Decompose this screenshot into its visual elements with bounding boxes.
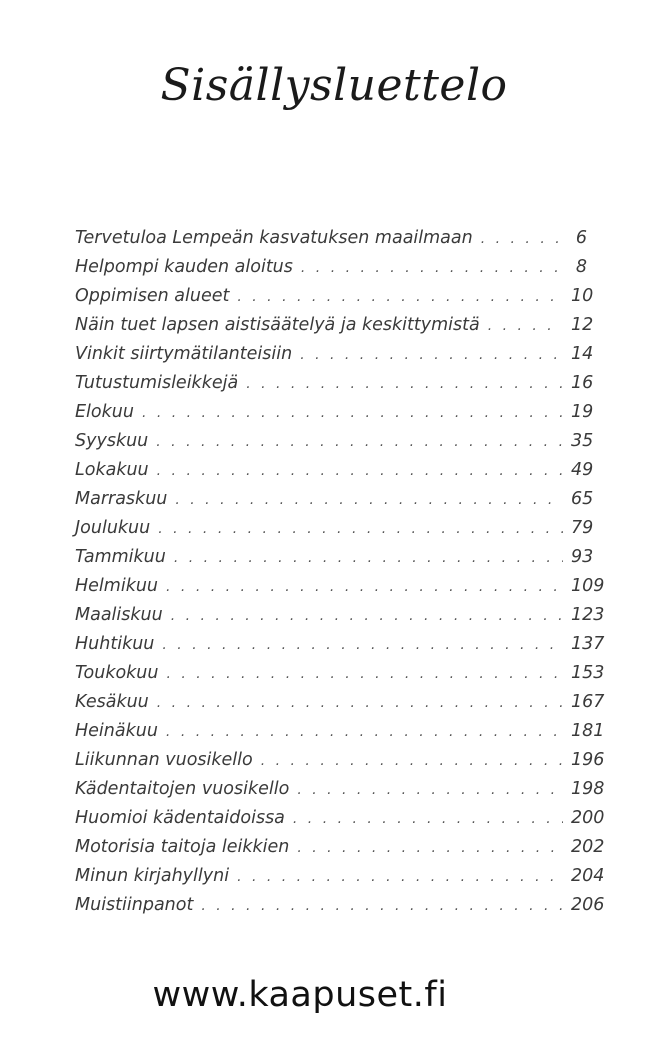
toc-entry [75, 543, 594, 572]
toc-entry [75, 775, 605, 804]
toc-entry [75, 630, 605, 659]
toc-leader-dots [237, 283, 563, 312]
toc-entry-label: Lokakuu [75, 460, 149, 480]
toc-entry [75, 369, 594, 398]
toc-entry-label: Tammikuu [75, 547, 166, 567]
toc-leader-dots [166, 718, 563, 747]
toc-entry-label: Minun kirjahyllyni [75, 866, 230, 886]
toc-entry-label: Oppimisen alueet [75, 286, 230, 306]
toc-entry-label: Joulukuu [75, 518, 151, 538]
toc-entry-page-number: 200 [571, 808, 605, 828]
toc-leader-dots [297, 834, 563, 863]
toc-entry-page-number: 12 [571, 315, 594, 335]
toc-leader-dots [142, 399, 563, 428]
toc-entry-label: Heinäkuu [75, 721, 158, 741]
toc-entry-page-number: 167 [571, 692, 605, 712]
toc-entry [75, 862, 605, 891]
toc-entry [75, 282, 594, 311]
toc-entry [75, 427, 594, 456]
toc-leader-dots [156, 428, 563, 457]
toc-leader-dots [166, 573, 563, 602]
toc-entry-page-number: 198 [571, 779, 605, 799]
toc-entry-page-number: 35 [571, 431, 594, 451]
toc-entry [75, 340, 594, 369]
toc-entry-label: Maaliskuu [75, 605, 163, 625]
toc-leader-dots [157, 689, 563, 718]
toc-entry-page-number: 8 [575, 257, 587, 277]
toc-entry-page-number: 16 [571, 373, 594, 393]
toc-leader-dots [162, 631, 563, 660]
toc-leader-dots [171, 602, 563, 631]
toc-entry-label: Elokuu [75, 402, 134, 422]
toc-leader-dots [481, 225, 563, 254]
toc-entry [75, 717, 605, 746]
toc-leader-dots [301, 254, 563, 283]
toc-entry-page-number: 49 [571, 460, 594, 480]
toc-entry [75, 398, 594, 427]
toc-leader-dots [237, 863, 563, 892]
toc-entry-label: Näin tuet lapsen aistisäätelyä ja keskittymistä [75, 315, 480, 335]
toc-leader-dots [166, 660, 563, 689]
toc-entry-label: Kesäkuu [75, 692, 149, 712]
toc-entry-page-number: 206 [571, 895, 605, 915]
toc-entry-page-number: 65 [571, 489, 594, 509]
toc-leader-dots [261, 747, 563, 776]
toc-entry [75, 456, 594, 485]
toc-leader-dots [293, 805, 563, 834]
toc-entry [75, 804, 605, 833]
toc-entry [75, 253, 587, 282]
toc-entry-label: Marraskuu [75, 489, 168, 509]
toc-entry-label: Huomioi kädentaidoissa [75, 808, 285, 828]
toc-entry [75, 224, 587, 253]
toc-entry-page-number: 79 [571, 518, 594, 538]
toc-entry [75, 311, 594, 340]
toc-entry-label: Helpompi kauden aloitus [75, 257, 293, 277]
toc-entry-page-number: 10 [571, 286, 594, 306]
toc-leader-dots [300, 341, 563, 370]
toc-leader-dots [158, 515, 563, 544]
toc-entry-page-number: 181 [571, 721, 605, 741]
toc-entry-page-number: 6 [575, 228, 587, 248]
toc-entry-page-number: 202 [571, 837, 605, 857]
toc-entry-label: Huhtikuu [75, 634, 155, 654]
toc-entry-page-number: 123 [571, 605, 605, 625]
toc-entry [75, 746, 605, 775]
toc-entry-page-number: 204 [571, 866, 605, 886]
toc-entry-page-number: 93 [571, 547, 594, 567]
toc-entry-label: Toukokuu [75, 663, 159, 683]
toc-entry-label: Vinkit siirtymätilanteisiin [75, 344, 293, 364]
toc-entry-page-number: 196 [571, 750, 605, 770]
toc-leader-dots [246, 370, 563, 399]
page-title: Sisällysluettelo [160, 60, 508, 111]
toc-entry [75, 514, 594, 543]
toc-entry [75, 601, 605, 630]
toc-entry-label: Syyskuu [75, 431, 149, 451]
toc-leader-dots [175, 486, 563, 515]
toc-leader-dots [488, 312, 563, 341]
toc-entry-label: Tutustumisleikkejä [75, 373, 239, 393]
toc-entry-label: Muistiinpanot [75, 895, 194, 915]
toc-entry [75, 485, 594, 514]
toc-entry [75, 659, 605, 688]
website-url: www.kaapuset.fi [152, 975, 448, 1015]
toc-entry-page-number: 109 [571, 576, 605, 596]
toc-entry-label: Tervetuloa Lempeän kasvatuksen maailmaan [75, 228, 473, 248]
toc-entry-label: Kädentaitojen vuosikello [75, 779, 290, 799]
toc-entry-label: Liikunnan vuosikello [75, 750, 253, 770]
table-of-contents [75, 224, 605, 920]
toc-entry [75, 688, 605, 717]
toc-entry [75, 833, 605, 862]
toc-entry-page-number: 137 [571, 634, 605, 654]
toc-leader-dots [157, 457, 563, 486]
toc-entry-page-number: 153 [571, 663, 605, 683]
toc-entry-label: Motorisia taitoja leikkien [75, 837, 290, 857]
toc-entry-page-number: 19 [571, 402, 594, 422]
toc-entry [75, 891, 605, 920]
toc-leader-dots [201, 892, 563, 921]
toc-entry-page-number: 14 [571, 344, 594, 364]
toc-entry [75, 572, 605, 601]
toc-leader-dots [174, 544, 563, 573]
toc-entry-label: Helmikuu [75, 576, 159, 596]
toc-leader-dots [297, 776, 563, 805]
